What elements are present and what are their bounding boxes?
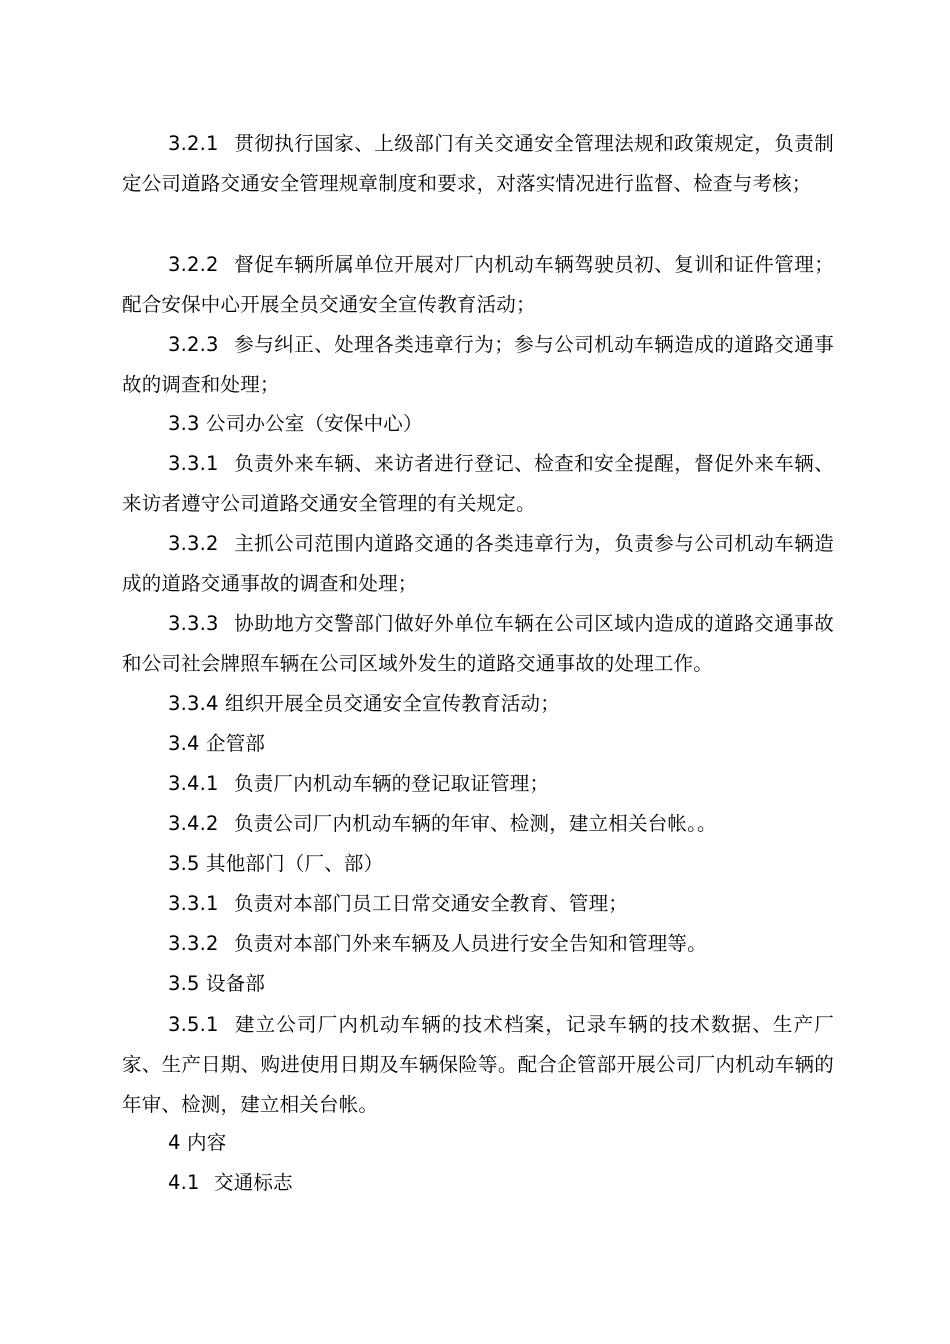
paragraph-3-3-4 (122, 684, 834, 724)
section-heading-3-3 (122, 404, 834, 444)
clause-text: 督促车辆所属单位开展对厂内机动车辆驾驶员初、复训和证件管理；配合安保中心开展全员交通安全宣传教育活动； (122, 253, 834, 316)
clause-number: 3.4.1 (168, 772, 219, 795)
clause-number: 3.2.1 (168, 132, 219, 155)
clause-text: 贯彻执行国家、上级部门有关交通安全管理法规和政策规定，负责制定公司道路交通安全管理规章制度和要求，对落实情况进行监督、检查与考核； (122, 132, 834, 195)
paragraph-other-3-3-1 (122, 884, 834, 924)
clause-text: 3.3.4 组织开展全员交通安全宣传教育活动； (168, 692, 560, 715)
heading-text: 4 内容 (168, 1131, 227, 1154)
clause-number: 3.3.1 (168, 892, 219, 915)
section-heading-3-4 (122, 724, 834, 764)
clause-text: 负责厂内机动车辆的登记取证管理； (234, 772, 550, 795)
paragraph-3-2-2 (122, 245, 834, 325)
clause-text: 主抓公司范围内道路交通的各类违章行为，负责参与公司机动车辆造成的道路交通事故的调查和处理； (122, 532, 834, 595)
clause-number: 3.2.3 (168, 333, 219, 356)
clause-text: 负责对本部门员工日常交通安全教育、管理； (234, 892, 629, 915)
clause-number: 3.3.2 (168, 532, 219, 555)
clause-number: 3.5.1 (168, 1013, 219, 1036)
paragraph-3-3-2 (122, 524, 834, 604)
clause-text: 协助地方交警部门做好外单位车辆在公司区域内造成的道路交通事故和公司社会牌照车辆在公司区域外发生的道路交通事故的处理工作。 (122, 612, 834, 675)
clause-number: 3.3.2 (168, 932, 219, 955)
paragraph-3-3-1 (122, 444, 834, 524)
clause-text: 交通标志 (214, 1171, 293, 1194)
clause-number: 3.2.2 (168, 253, 219, 276)
clause-number: 4.1 (168, 1171, 200, 1194)
paragraph-3-2-3 (122, 325, 834, 405)
section-heading-3-5-equipment (122, 964, 834, 1004)
paragraph-3-4-2 (122, 804, 834, 844)
clause-number: 3.3.3 (168, 612, 219, 635)
paragraph-3-5-1 (122, 1005, 834, 1125)
clause-number: 3.4.2 (168, 812, 219, 835)
clause-text: 负责对本部门外来车辆及人员进行安全告知和管理等。 (234, 932, 707, 955)
paragraph-3-3-3 (122, 604, 834, 684)
section-heading-3-5-other (122, 844, 834, 884)
clause-text: 参与纠正、处理各类违章行为；参与公司机动车辆造成的道路交通事故的调查和处理； (122, 333, 834, 396)
clause-text: 负责公司厂内机动车辆的年审、检测，建立相关台帐。。 (234, 812, 717, 835)
paragraph-3-4-1 (122, 764, 834, 804)
clause-number: 3.3.1 (168, 452, 219, 475)
clause-text: 建立公司厂内机动车辆的技术档案，记录车辆的技术数据、生产厂家、生产日期、购进使用日期及车辆保险等。配合企管部开展公司厂内机动车辆的年审、检测，建立相关台帐。 (122, 1013, 834, 1116)
paragraph-3-2-1 (122, 124, 834, 204)
heading-text: 3.5 设备部 (168, 972, 266, 995)
clause-text: 负责外来车辆、来访者进行登记、检查和安全提醒，督促外来车辆、来访者遵守公司道路交通安全管理的有关规定。 (122, 452, 834, 515)
section-heading-4 (122, 1123, 834, 1163)
paragraph-other-3-3-2 (122, 924, 834, 964)
heading-text: 3.3 公司办公室（安保中心） (168, 412, 423, 435)
heading-text: 3.4 企管部 (168, 732, 266, 755)
section-heading-4-1 (122, 1163, 834, 1203)
heading-text: 3.5 其他部门（厂、部） (168, 852, 384, 875)
